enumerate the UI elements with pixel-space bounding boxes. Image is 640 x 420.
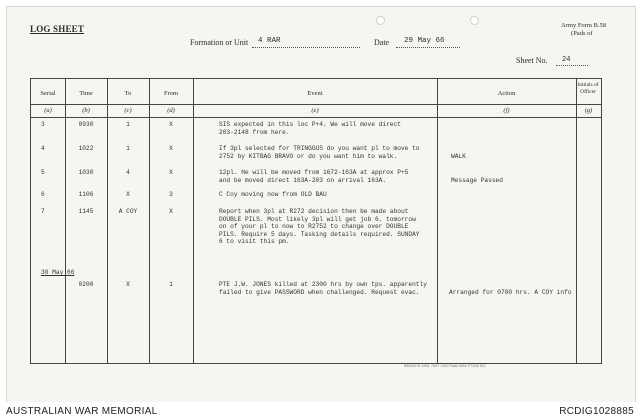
col-header-from: From bbox=[163, 90, 179, 97]
row-serial: 6 bbox=[41, 191, 45, 198]
row-to: A COY bbox=[118, 208, 138, 215]
row-action: WALK bbox=[451, 153, 466, 160]
row-serial: 4 bbox=[41, 145, 45, 152]
col-header-time: Time bbox=[79, 90, 93, 97]
sheet-number-value: 24 bbox=[562, 56, 571, 64]
punch-hole bbox=[376, 16, 385, 25]
sheet-number-underline bbox=[556, 65, 588, 66]
col-letter-b: (b) bbox=[82, 107, 90, 114]
row-serial: 7 bbox=[41, 208, 45, 215]
row-action: Message Passed bbox=[451, 177, 503, 184]
col-letter-e: (e) bbox=[311, 107, 319, 114]
printer-mark: B8025/76 1961 7007 1150 Pads 6/64 P7208 S/C bbox=[404, 364, 487, 368]
row-time: 0200 bbox=[78, 281, 94, 288]
log-sheet-title: LOG SHEET bbox=[30, 24, 85, 34]
col-divider bbox=[576, 79, 577, 363]
row-action: Arranged for 0700 hrs. A COY info bbox=[449, 289, 572, 296]
row-time: 1145 bbox=[78, 208, 94, 215]
formation-underline bbox=[252, 47, 360, 48]
row-to: 4 bbox=[126, 169, 130, 176]
row-from: X bbox=[169, 208, 173, 215]
row-time: 0930 bbox=[78, 121, 94, 128]
row-from: 3 bbox=[169, 191, 173, 198]
row-serial: 3 bbox=[41, 121, 45, 128]
row-from: X bbox=[169, 169, 173, 176]
col-divider bbox=[193, 79, 194, 363]
log-table bbox=[30, 78, 602, 364]
header-bottom-rule bbox=[31, 117, 601, 118]
col-header-initials: Initials of Officer bbox=[577, 82, 599, 95]
row-time: 1030 bbox=[78, 169, 94, 176]
header-divider bbox=[31, 104, 601, 105]
pads-of-label: (Pads of bbox=[571, 30, 593, 37]
row-date-serial: 30 May 66 bbox=[41, 269, 75, 276]
row-from: 1 bbox=[169, 281, 173, 288]
col-header-serial: Serial bbox=[40, 90, 56, 97]
row-event: C Coy moving now from OLD BAU bbox=[219, 191, 327, 198]
col-header-event: Event bbox=[307, 90, 323, 97]
row-time: 1022 bbox=[78, 145, 94, 152]
date-underline bbox=[396, 47, 460, 48]
footer-record-id: RCDIG1028885 bbox=[559, 406, 634, 417]
formation-value: 4 RAR bbox=[258, 37, 281, 45]
row-from: X bbox=[169, 145, 173, 152]
army-form-number: Army Form B.58 bbox=[561, 22, 606, 29]
row-event: PTE J.W. JONES killed at 2300 hrs by own tps. apparently failed to give PASSWORD when challenged. Request evac. bbox=[219, 281, 427, 296]
row-event: 12pl. He will be moved from 1672-163A at approx P+5 and be moved direct 163A-203 on arrival 163A. bbox=[219, 169, 409, 184]
row-to: X bbox=[126, 191, 130, 198]
col-letter-g: (g) bbox=[584, 107, 593, 114]
col-header-to: To bbox=[124, 90, 132, 97]
col-letter-d: (d) bbox=[167, 107, 175, 114]
col-letter-c: (c) bbox=[124, 107, 132, 114]
col-divider bbox=[437, 79, 438, 363]
sheet-number-label: Sheet No. bbox=[516, 56, 548, 65]
row-event: SIS expected in this loc P+4. We will move direct 203-2148 from here. bbox=[219, 121, 401, 136]
row-from: X bbox=[169, 121, 173, 128]
row-event: If 3pl selected for TRINGGUS do you want pl to move to 2752 by KITBAG BRAVO or do you want him to walk. bbox=[219, 145, 420, 160]
date-value: 29 May 66 bbox=[404, 37, 445, 45]
row-event: Report when 3pl at R272 decision then be made about DOUBLE PILS. Most likely 3pl will get job 6. tomorrow on of your pl to now to R2752 to change over DOUBLE PILS. Require 5 days. Tasking details required. SUNDAY 6 to visit this pm. bbox=[219, 208, 420, 246]
row-serial: 5 bbox=[41, 169, 45, 176]
row-to: X bbox=[126, 281, 130, 288]
army-form-label bbox=[561, 22, 606, 38]
footer-archive-name: AUSTRALIAN WAR MEMORIAL bbox=[6, 406, 158, 417]
row-to: 1 bbox=[126, 145, 130, 152]
punch-hole bbox=[470, 16, 479, 25]
col-letter-a: (a) bbox=[44, 107, 52, 114]
col-letter-f: (f) bbox=[503, 107, 510, 114]
row-time: 1106 bbox=[78, 191, 94, 198]
date-label: Date bbox=[374, 38, 390, 47]
col-header-action: Action bbox=[497, 90, 516, 97]
formation-label: Formation or Unit bbox=[190, 38, 249, 47]
row-to: 1 bbox=[126, 121, 130, 128]
